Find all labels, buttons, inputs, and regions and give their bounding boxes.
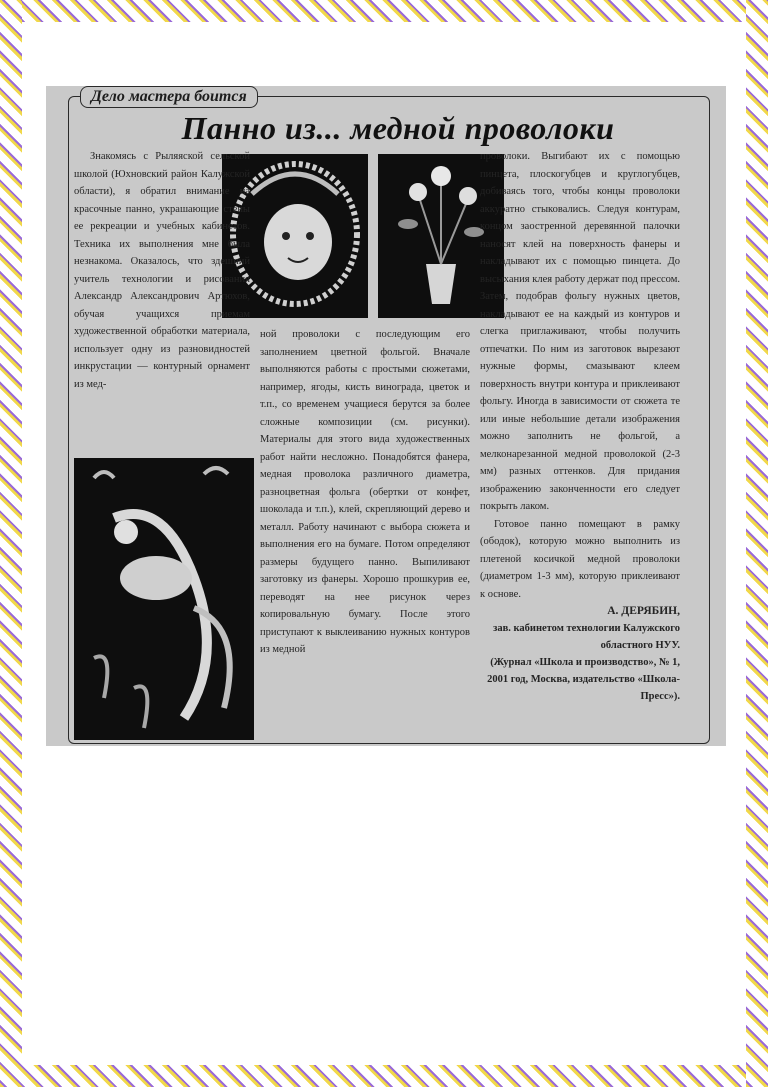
photo-bird-panel — [74, 458, 254, 740]
article-column-1 — [74, 148, 250, 393]
author-name: А. ДЕРЯБИН, — [607, 605, 680, 617]
rubric-label: Дело мастера боится — [80, 86, 258, 108]
pencil-border-top — [0, 0, 768, 22]
newspaper-clipping — [46, 86, 726, 746]
pencil-border-right — [746, 0, 768, 1087]
article-column-2 — [260, 326, 470, 659]
source-citation: (Журнал «Школа и производство», № 1, 2001 год, Москва, издательство «Школа-Пресс»). — [487, 657, 680, 702]
article-headline: Панно из... медной проволоки — [181, 110, 615, 146]
article-paragraph: Готовое панно помещают в рамку (ободок), которую можно выполнить из плетеной косичкой медной проволоки (диаметром 1-3 мм), которую приклеивают к основе. — [480, 518, 680, 600]
pencil-border-left — [0, 0, 22, 1087]
article-paragraph: Знакомясь с Рыляяской сельской школой (Юхновский район Калужской области), я обратил внимание на красочные панно, украшающие стены ее рекреации и учебных кабинетов. Техника их выполнения мне была незнакома. Оказалось, что здешний учитель технологии и рисования Александр Александрович Артюхов, обучая учащихся приемам художественной обработки материала, использует одну из разновидностей инкрустации — контурный орнамент из мед- — [74, 151, 250, 390]
article-paragraph: проволоки. Выгибают их с помощью пинцета, плоскогубцев и круглогубцев, добиваясь того, чтобы концы проволоки аккуратно стыковались. Следуя контурам, концом заостренной деревянной палочки наносят клей на поверхность фанеры и накладывают их с помощью пинцета. До высыхания клея работу держат под прессом. Затем, подобрав фольгу нужных цветов, накладывают ее на каждый из контуров и слегка приглаживают, чтобы получить отпечатки. По ним из заготовок вырезают нужные формы, смазывают клеем поверхность внутри контура и приклеивают фольгу. Иногда в зависимости от сюжета те или иные небольшие детали изображения можно заполнить не фольгой, а мелконарезанной медной проволокой (2-3 мм) разных оттенков. Для придания изображению законченности его следует покрыть лаком. — [480, 151, 680, 512]
author-role: зав. кабинетом технологии Калужского областного НУУ. — [493, 623, 680, 651]
article-paragraph: ной проволоки с последующим его заполнением цветной фольгой. Вначале выполняются работы с простыми сюжетами, например, ягоды, кисть винограда, цветок и т.п., со временем учащиеся берутся за более сложные композиции (см. рисунки). Материалы для этого вида художественных работ найти несложно. Понадобятся фанера, медная проволока различного диаметра, разноцветная фольга (обертки от конфет, шоколада и т.п.), клей, скрепляющий дерево и металл. Работу начинают с выбора сюжета и выполнения его на бумаге. Потом определяют размеры будущего панно. Выпиливают заготовку из фанеры. Хорошо прошкурив ее, переводят на нее рисунок через копировальную бумагу. После этого приступают к выклеиванию нужных контуров из медной — [260, 329, 470, 655]
article-column-3 — [480, 148, 680, 705]
pencil-border-bottom — [0, 1065, 768, 1087]
